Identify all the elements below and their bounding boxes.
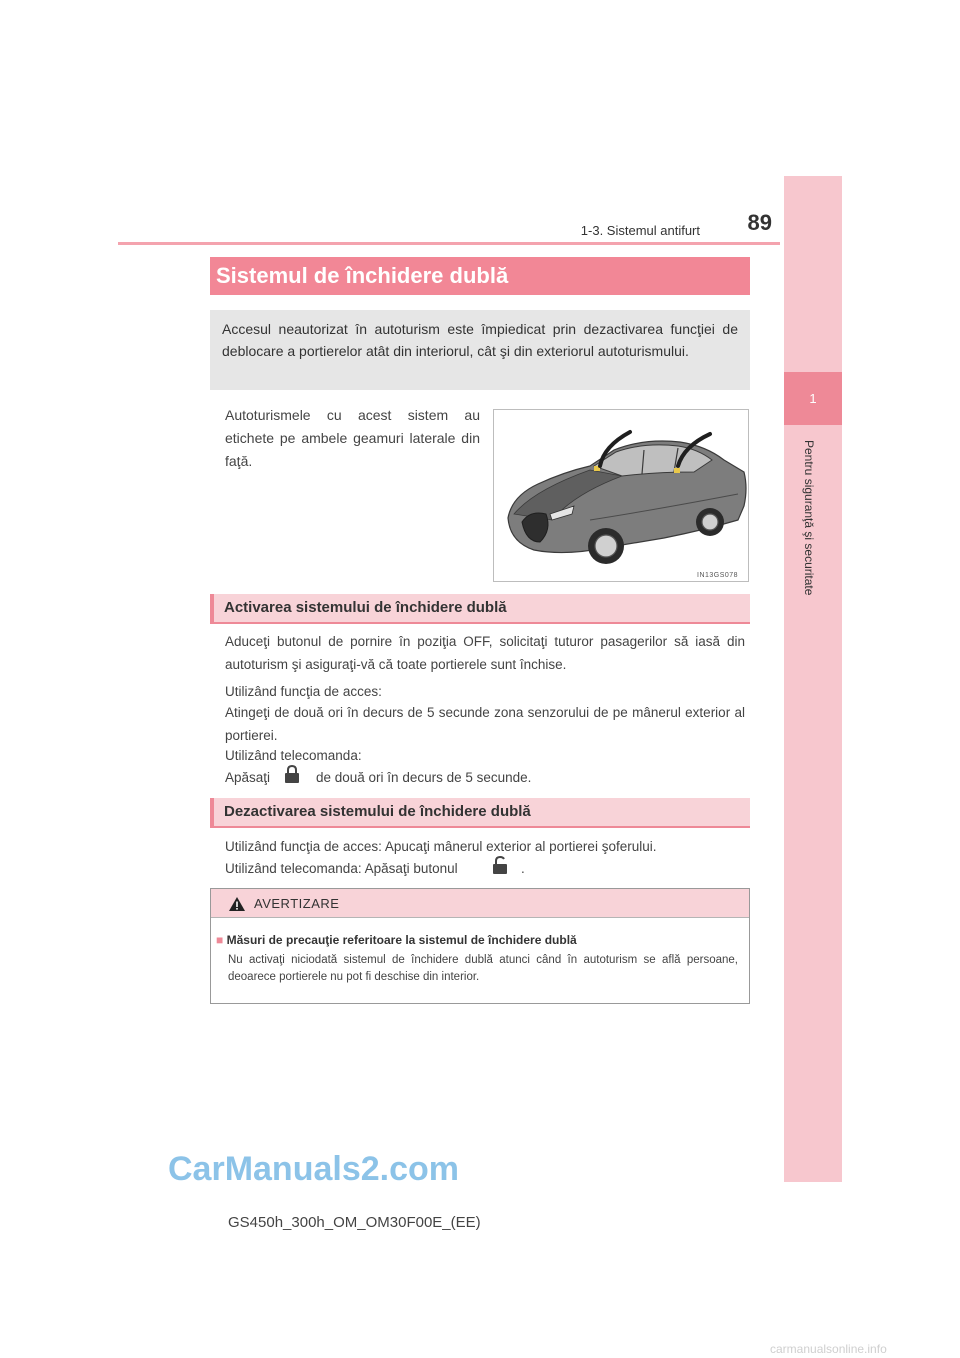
lock-icon bbox=[284, 765, 300, 789]
section-title: 1-3. Sistemul antifurt bbox=[580, 223, 700, 238]
warning-item-text: Nu activaţi niciodată sistemul de închidere dublă atunci când în autoturism se află persoane, deoarece portierele nu pot fi deschise din interior. bbox=[228, 954, 738, 983]
bottom-url: carmanualsonline.info bbox=[770, 1342, 887, 1356]
deactivation-line-2: Utilizând telecomanda: Apăsaţi butonul bbox=[225, 861, 458, 876]
activation-press-rest: de două ori în decurs de 5 secunde. bbox=[316, 770, 532, 785]
figure-code: IN13GS078 bbox=[697, 572, 739, 579]
watermark: CarManuals2.com bbox=[168, 1150, 459, 1188]
car-illustration bbox=[493, 409, 749, 582]
warning-item-title bbox=[216, 933, 577, 947]
intro-text: Accesul neautorizat în autoturism este împiedicat prin dezactivarea funcţiei de deblocare a portierelor atât din interiorul, cât şi din exteriorul autoturismului. bbox=[222, 321, 738, 359]
activation-access-label: Utilizând funcţia de acces: bbox=[225, 684, 382, 699]
chapter-number: 1 bbox=[784, 372, 842, 425]
activation-access-text: Atingeţi de două ori în decurs de 5 secunde zona senzorului de pe mânerul exterior al portierei. bbox=[225, 705, 745, 743]
activation-paragraph-1: Aduceţi butonul de pornire în poziţia OFF, solicitaţi tuturor pasagerilor să iasă din autoturism şi asiguraţi-vă că toate portierele sunt închise. bbox=[225, 634, 745, 672]
activation-heading: Activarea sistemului de închidere dublă bbox=[224, 599, 507, 616]
deactivation-heading: Dezactivarea sistemului de închidere dublă bbox=[224, 803, 531, 820]
car-drawing bbox=[494, 410, 749, 582]
header-rule bbox=[118, 242, 780, 245]
intro-box bbox=[210, 310, 750, 390]
unlock-icon bbox=[492, 856, 508, 880]
warning-item-title-text: Măsuri de precauţie referitoare la sistemul de închidere dublă bbox=[226, 933, 577, 947]
warning-title: AVERTIZARE bbox=[254, 896, 340, 911]
footer-code: GS450h_300h_OM_OM30F00E_(EE) bbox=[228, 1214, 481, 1231]
page-title: Sistemul de închidere dublă bbox=[216, 263, 509, 288]
activation-remote-label: Utilizând telecomanda: bbox=[225, 748, 362, 763]
deactivation-line-1: Utilizând funcţia de acces: Apucaţi mânerul exterior al portierei şoferului. bbox=[225, 839, 657, 854]
page-number: 89 bbox=[747, 210, 772, 235]
bullet-square-icon: ■ bbox=[216, 933, 224, 947]
deactivation-line-2-end: . bbox=[521, 861, 525, 876]
side-tab bbox=[784, 176, 842, 1182]
warning-icon bbox=[228, 896, 246, 917]
car-description: Autoturismele cu acest sistem au etichete pe ambele geamuri laterale din faţă. bbox=[225, 407, 480, 469]
activation-press-text: Apăsaţi bbox=[225, 770, 271, 785]
chapter-label: Pentru siguranţă şi securitate bbox=[802, 440, 816, 596]
